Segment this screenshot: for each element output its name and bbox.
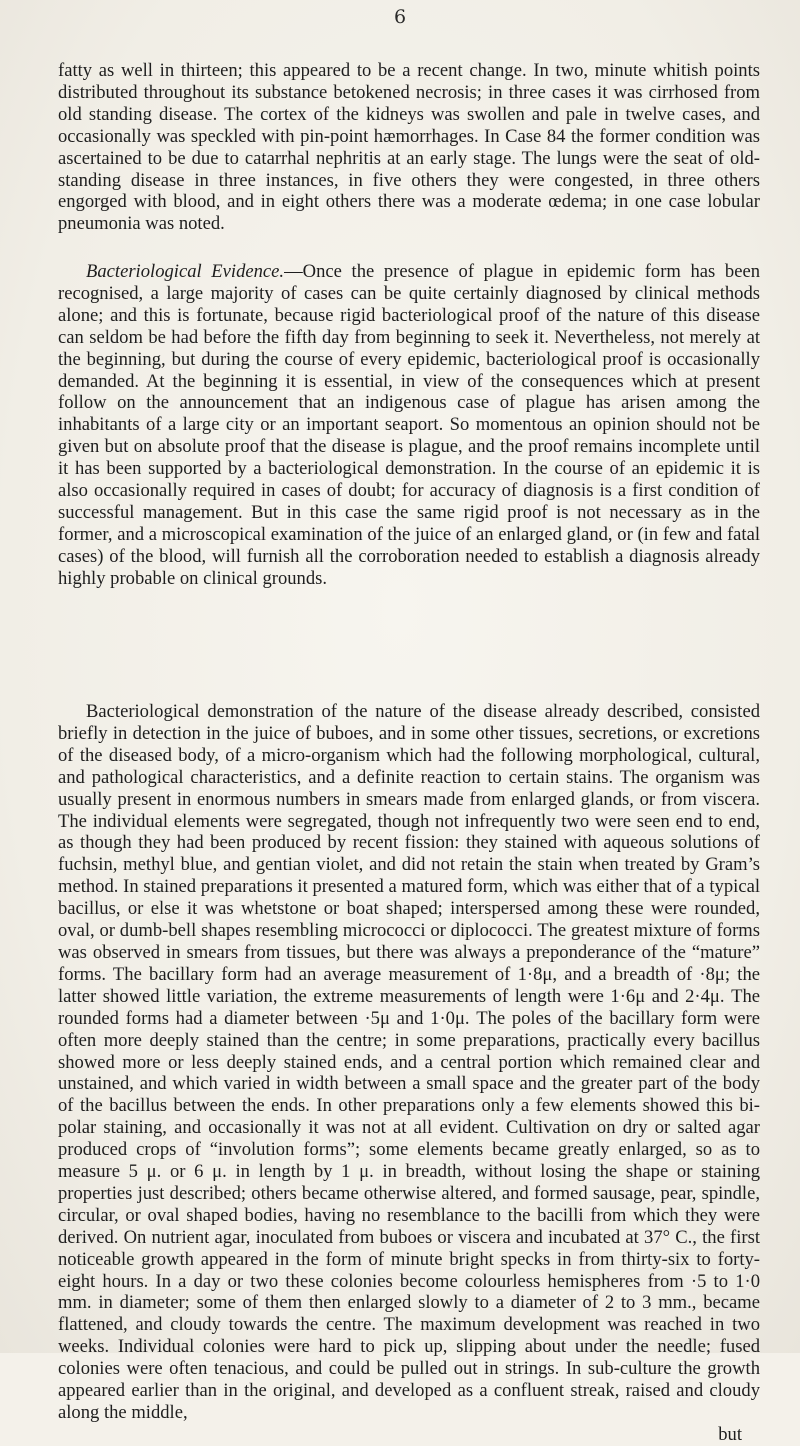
paragraph-text: —Once the presence of plague in epidemic form has been recognised, a large majority of cases can be quite certainly diagnosed by clinical methods alone; and this is fortunate, because rigid bacteriological proof of the nature of this disease can seldom be had before the fifth day from beginning to seek it. Nevertheless, not merely at the beginning, but during the course of every epidemic, bacteriological proof is occasionally demanded. At the beginning it is essential, in view of the consequences which at present follow on the announcement that an indigenous case of plague has arisen among the inhabitants of a large city or an important seaport. So momentous an opinion should not be given but on absolute proof that the disease is plague, and the proof remains incomplete until it has been supported by a bacteriological demonstration. In the course of an epidemic it is also occasionally required in cases of doubt; for accuracy of diagnosis is a first condition of successful management. But in this case the same rigid proof is not necessary as in the former, and a microscopical examination of the juice of an enlarged gland, or (in few and fatal cases) of the blood, will furnish all the corroboration needed to establish a diagnosis already highly probable on clinical grounds. bbox=[58, 261, 760, 589]
paragraph-text: fatty as well in thirteen; this appeared to be a recent change. In two, minute whitish points distributed throughout its substance betokened necrosis; in three cases it was cirrhosed from old standing disease. The cortex of the kidneys was swollen and pale in twelve cases, and occasionally was speckled with pin-point hæmorrhages. In Case 84 the former condition was ascertained to be due to catarrhal nephritis at an early stage. The lungs were the seat of old-standing disease in three instances, in five others they were congested, in three others engorged with blood, and in eight others there was a moderate œdema; in one case lobular pneumonia was noted. bbox=[58, 60, 760, 235]
paragraph-text: Bacteriological demonstration of the nature of the disease already described, consisted briefly in detection in the juice of buboes, and in some other tissues, secretions, or excretions of the diseased body, of a micro-organism which had the following morphological, cultural, and pathological characteristics, and a definite reaction to certain stains. The organism was usually present in enormous numbers in smears made from enlarged glands, or from viscera. The individual elements were segregated, though not infrequently two were seen end to end, as though they had been produced by recent fission: they stained with aqueous solutions of fuchsin, methyl blue, and gentian violet, and did not retain the stain when treated by Gram’s method. In stained preparations it presented a matured form, which was either that of a typical bacillus, or else it was whetstone or boat shaped; interspersed among these were rounded, oval, or dumb-bell shapes resembling micrococci or diplococci. The greatest mixture of forms was observed in smears from tissues, but there was always a preponderance of the “mature” forms. The bacillary form had an average measurement of 1·8μ, and a breadth of ·8μ; the latter showed little variation, the extreme measurements of length were 1·6μ and 2·4μ. The rounded forms had a diameter between ·5μ and 1·0μ. The poles of the bacillary form were often more deeply stained than the centre; in some preparations, practically every bacillus showed more or less deeply stained ends, and a central portion which remained clear and unstained, and which varied in width between a small space and the greater part of the body of the bacillus between the ends. In other preparations only a few elements showed this bi-polar staining, and occasionally it was not at all evident. Cultivation on dry or salted agar produced crops of “involution forms”; some elements became greatly enlarged, so as to measure 5 μ. or 6 μ. in length by 1 μ. in breadth, without losing the shape or staining properties just described; others became otherwise altered, and formed sausage, pear, spindle, circular, or oval shaped bodies, having no resemblance to the bacilli from which they were derived. On nutrient agar, inoculated from buboes or viscera and incubated at 37° C., the first noticeable growth appeared in the form of minute bright specks in from thirty-six to forty-eight hours. In a day or two these colonies become colourless hemispheres from ·5 to 1·0 mm. in diameter; some of them then enlarged slowly to a diameter of 2 to 3 mm., became flattened, and cloudy towards the centre. The maximum development was reached in two weeks. Individual colonies were hard to pick up, slipping about under the needle; fused colonies were often tenacious, and could be pulled out in strings. In sub-culture the growth appeared earlier than in the original, and developed as a confluent streak, raised and cloudy along the middle, bbox=[58, 701, 760, 1423]
paragraph-container bbox=[58, 261, 760, 590]
page-number: 6 bbox=[393, 6, 407, 28]
section-heading: Bacteriological Evidence. bbox=[86, 261, 285, 282]
paragraph-bacteriological-evidence bbox=[58, 261, 760, 590]
catchword: but bbox=[718, 1423, 742, 1445]
paragraph-bacteriological-demonstration bbox=[58, 701, 760, 1446]
paragraph-pathology-findings bbox=[58, 60, 760, 235]
